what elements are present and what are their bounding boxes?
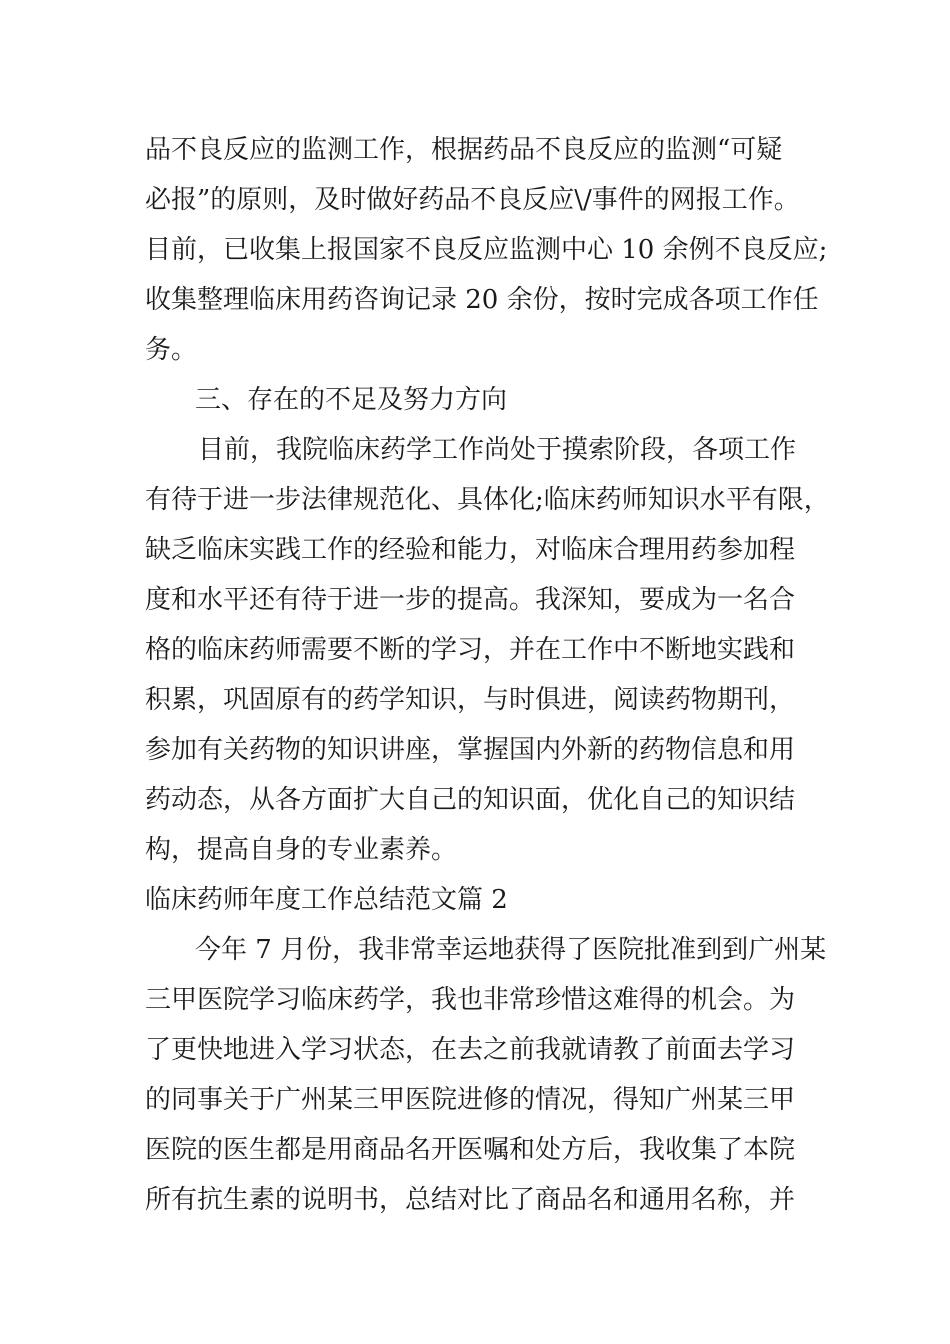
text-line: 度和水平还有待于进一步的提高。我深知，要成为一名合	[145, 585, 796, 615]
text-line: 目前，我院临床药学工作尚处于摸索阶段，各项工作	[198, 435, 797, 465]
text-line: 参加有关药物的知识讲座，掌握国内外新的药物信息和用	[145, 735, 796, 765]
text-line: 品不良反应的监测工作，根据药品不良反应的监测“可疑	[145, 135, 783, 165]
text-line: 缺乏临床实践工作的经验和能力，对临床合理用药参加程	[145, 535, 796, 565]
text-line: 有待于进一步法律规范化、具体化;临床药师知识水平有限，	[145, 485, 830, 515]
text-line: 药动态，从各方面扩大自己的知识面，优化自己的知识结	[145, 785, 796, 815]
text-line: 医院的医生都是用商品名开医嘱和处方后，我收集了本院	[145, 1135, 796, 1165]
section-heading: 三、存在的不足及努力方向	[195, 385, 508, 415]
text-line: 务。	[145, 335, 198, 365]
text-line: 三甲医院学习临床药学，我也非常珍惜这难得的机会。为	[145, 985, 796, 1015]
text-line: 了更快地进入学习状态，在去之前我就请教了前面去学习	[145, 1035, 796, 1065]
text-line: 的同事关于广州某三甲医院进修的情况，得知广州某三甲	[145, 1085, 796, 1115]
text-line: 今年 7 月份，我非常幸运地获得了医院批准到到广州某	[195, 935, 827, 965]
text-line: 目前，已收集上报国家不良反应监测中心 10 余例不良反应;	[145, 235, 828, 265]
text-line: 所有抗生素的说明书，总结对比了商品名和通用名称，并	[145, 1185, 796, 1215]
text-line: 格的临床药师需要不断的学习，并在工作中不断地实践和	[145, 635, 796, 665]
text-line: 构，提高自身的专业素养。	[145, 835, 458, 865]
text-line: 积累，巩固原有的药学知识，与时俱进，阅读药物期刊，	[145, 685, 796, 715]
text-line: 必报”的原则，及时做好药品不良反应\/事件的网报工作。	[145, 185, 800, 215]
text-line: 收集整理临床用药咨询记录 20 余份，按时完成各项工作任	[145, 285, 819, 315]
article-title: 临床药师年度工作总结范文篇 2	[145, 885, 508, 915]
